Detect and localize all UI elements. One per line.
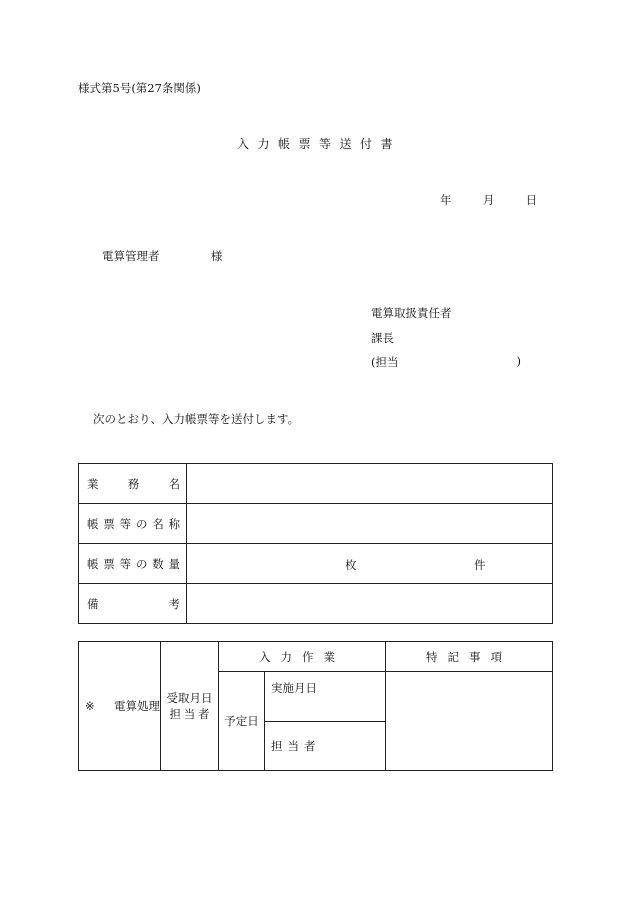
label-char: 票 [103,516,115,531]
sheets-unit: 枚 [345,557,357,572]
label-char: 業 [87,476,99,491]
business-name-value[interactable] [187,464,553,504]
label-char: 数 [152,556,164,571]
sender-title: 課長 [371,331,394,345]
scheduled-date-label: 予定日 [219,672,265,771]
note-mark: ※ [85,699,95,713]
table-row [79,544,553,584]
addressee-name: 電算管理者 [102,249,160,263]
label-char: 務 [127,476,140,491]
label-char: 等 [119,516,132,531]
label-char: 者 [198,707,210,721]
implemented-date-cell[interactable] [265,672,386,722]
label-char: 帳 [87,516,99,531]
notes-header: 特記事項 [386,642,553,672]
table-row [79,464,553,504]
table-row [79,642,553,672]
label-char: 帳 [87,556,99,571]
label-char: 量 [168,556,180,571]
form-number: 様式第5号(第27条関係) [78,81,201,95]
label-char: 票 [103,556,115,571]
label-char: 称 [168,516,180,531]
date-day-label: 日 [525,193,538,207]
label-char: 考 [168,596,180,611]
quantity-value[interactable] [187,544,553,584]
label-char: 担 [169,707,181,721]
item-details-table [78,463,553,624]
row-label-form-name [79,504,187,544]
date-line [440,192,537,208]
label-char: 名 [168,476,180,491]
table-row [79,584,553,624]
table-row [79,504,553,544]
row-label-remarks [79,584,187,624]
received-cell [161,642,219,771]
document-title: 入力帳票等送付書 [237,137,402,151]
row-label-quantity [79,544,187,584]
received-date-label: 受取月日 [166,691,213,705]
addressee [102,248,222,264]
sender-role: 電算取扱責任者 [371,306,452,320]
items-unit: 件 [474,557,486,572]
input-work-header: 入力作業 [219,642,386,672]
input-person-label: 担当者 [271,739,321,753]
remarks-value[interactable] [187,584,553,624]
label-char: 備 [87,596,99,611]
addressee-honorific: 様 [210,249,223,263]
input-person-cell[interactable] [265,722,386,771]
processing-label-cell [79,642,161,771]
contact-open: (担当 [371,355,399,369]
date-month-label: 月 [482,193,495,207]
label-char: 当 [183,707,196,721]
label-char: 等 [119,556,132,571]
processing-table [78,641,553,771]
form-name-value[interactable] [187,504,553,544]
date-year-label: 年 [440,193,452,207]
label-char: の [135,556,148,571]
label-char: の [135,516,148,531]
implemented-date-label: 実施月日 [271,681,317,695]
sender-contact [371,354,521,370]
processing-label: 電算処理 [113,699,160,713]
contact-close: ) [516,354,521,368]
row-label-business-name [79,464,187,504]
label-char: 名 [152,516,164,531]
notes-value[interactable] [386,672,553,771]
intro-text: 次のとおり、入力帳票等を送付します。 [93,412,300,426]
